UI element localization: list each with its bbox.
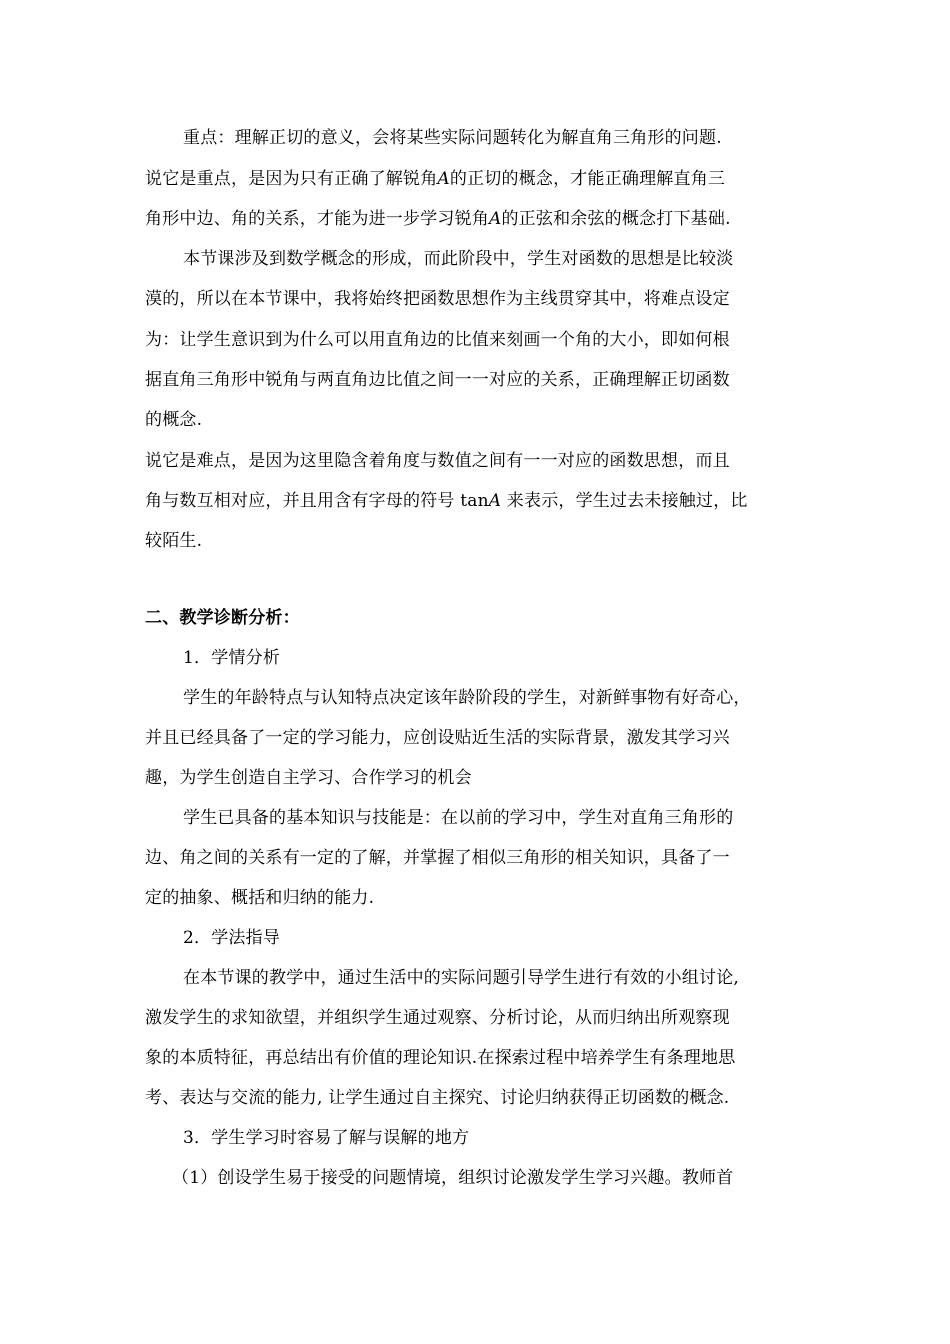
difficulty-line-1: 本节课涉及到数学概念的形成，而此阶段中，学生对函数的思想是比较淡 <box>183 249 734 269</box>
key-point-line-1: 重点：理解正切的意义，会将某些实际问题转化为解直角三角形的问题. <box>183 128 722 148</box>
guidance-line-3: 象的本质特征，再总结出有价值的理论知识.在探索过程中培养学生有条理地思 <box>145 1048 736 1068</box>
analysis-line-4: 学生已具备的基本知识与技能是：在以前的学习中，学生对直角三角形的 <box>183 808 734 828</box>
difficulty-line-3: 为：让学生意识到为什么可以用直角边的比值来刻画一个角的大小，即如何根 <box>145 330 730 350</box>
analysis-line-5: 边、角之间的关系有一定的了解，并掌握了相似三角形的相关知识，具备了一 <box>145 848 730 868</box>
guidance-line-2: 激发学生的求知欲望，并组织学生通过观察、分析讨论，从而归纳出所观察现 <box>145 1008 730 1028</box>
item-1-line: （1）创设学生易于接受的问题情境，组织讨论激发学生学习兴趣。教师首 <box>172 1168 734 1188</box>
difficulty-reason-line-3: 较陌生. <box>145 531 203 551</box>
difficulty-line-5: 的概念. <box>145 410 203 430</box>
subsection-heading-2: 2．学法指导 <box>183 928 281 948</box>
key-point-line-2: 说它是重点，是因为只有正确了解锐角A的正切的概念，才能正确理解直角三 <box>145 169 726 189</box>
difficulty-line-2: 漠的，所以在本节课中，我将始终把函数思想作为主线贯穿其中，将难点设定 <box>145 289 730 309</box>
analysis-line-2: 并且已经具备了一定的学习能力，应创设贴近生活的实际背景，激发其学习兴 <box>145 728 730 748</box>
difficulty-line-4: 据直角三角形中锐角与两直角边比值之间一一对应的关系，正确理解正切函数 <box>145 370 730 390</box>
analysis-line-3: 趣，为学生创造自主学习、合作学习的机会 <box>145 768 472 788</box>
key-point-line-3: 角形中边、角的关系，才能为进一步学习锐角A的正弦和余弦的概念打下基础. <box>145 209 731 229</box>
guidance-line-1: 在本节课的教学中，通过生活中的实际问题引导学生进行有效的小组讨论, <box>183 968 740 988</box>
subsection-heading-1: 1．学情分析 <box>183 648 281 668</box>
subsection-heading-3: 3．学生学习时容易了解与误解的地方 <box>183 1128 470 1148</box>
analysis-line-1: 学生的年龄特点与认知特点决定该年龄阶段的学生，对新鲜事物有好奇心， <box>183 688 751 708</box>
difficulty-reason-line-1: 说它是难点，是因为这里隐含着角度与数值之间有一一对应的函数思想，而且 <box>145 451 730 471</box>
section-heading: 二、教学诊断分析： <box>145 608 300 628</box>
analysis-line-6: 定的抽象、概括和归纳的能力. <box>145 888 375 908</box>
guidance-line-4: 考、表达与交流的能力, 让学生通过自主探究、讨论归纳获得正切函数的概念. <box>145 1088 730 1108</box>
difficulty-reason-line-2: 角与数互相对应，并且用含有字母的符号 tanA 来表示，学生过去未接触过，比 <box>145 491 748 511</box>
